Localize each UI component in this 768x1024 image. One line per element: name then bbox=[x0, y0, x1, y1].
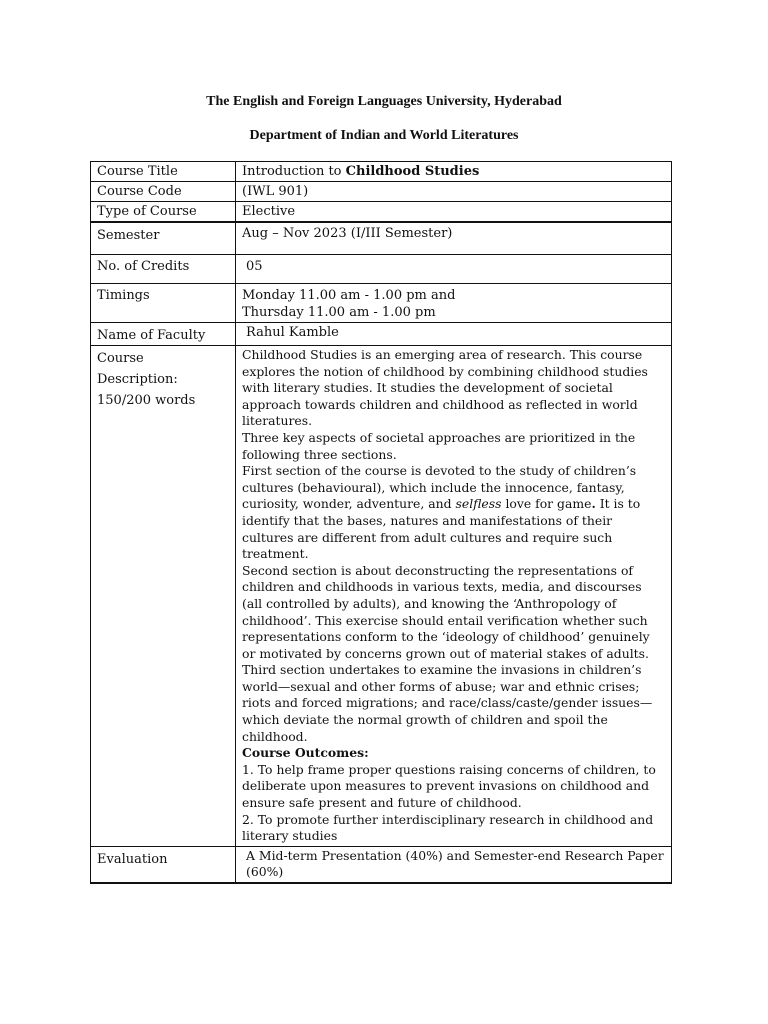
credits-value: 05 bbox=[236, 255, 672, 284]
description-paragraph: Second section is about deconstructing the representations of children and childhoods in various texts, media, and discourses (all controlled by adults), and knowing the ‘Anthropology of childhood’. This exercise should entail verification whether such representations conform to the ‘ideology of childhood’ genuinely or motivated by concerns grown out of material stakes of adults. bbox=[242, 562, 650, 661]
evaluation-value: A Mid-term Presentation (40%) and Semester-end Research Paper (60%) bbox=[236, 846, 672, 883]
description-paragraph: Three key aspects of societal approaches are prioritized in the following three sections. bbox=[242, 429, 636, 462]
description-label-line-1: Course bbox=[97, 351, 144, 366]
semester-label: Semester bbox=[91, 222, 236, 255]
table-row bbox=[91, 182, 672, 202]
description-bold: . bbox=[591, 496, 596, 512]
outcome-item: 1. To help frame proper questions raising concerns of children, to deliberate upon measures to prevent invasions on childhood and ensure safe present and future of childhood. bbox=[242, 761, 656, 811]
course-title-value bbox=[236, 162, 672, 182]
description-label-line-2: Description: bbox=[97, 372, 178, 387]
outcomes-heading-text: Course Outcomes: bbox=[242, 745, 369, 761]
description-label-line-3: 150/200 words bbox=[97, 393, 196, 408]
table-row bbox=[91, 346, 672, 847]
table-row bbox=[91, 846, 672, 883]
course-description bbox=[236, 346, 672, 847]
table-row bbox=[91, 222, 672, 255]
timings-line-2: Thursday 11.00 am - 1.00 pm bbox=[242, 305, 436, 320]
outcome-item: 2. To promote further interdisciplinary research in childhood and literary studies bbox=[242, 811, 654, 844]
description-paragraph: Third section undertakes to examine the invasions in children’s world—sexual and other forms of abuse; war and ethnic crises; riots and forced migrations; and race/class/caste/gender issues—which deviate the normal growth of children and spoil the childhood. bbox=[242, 662, 653, 744]
table-row bbox=[91, 255, 672, 284]
course-title-prefix: Introduction to bbox=[242, 164, 346, 179]
outcomes-heading bbox=[242, 745, 665, 762]
description-paragraph: Childhood Studies is an emerging area of research. This course explores the notion of childhood by combining childhood studies with literary studies. It studies the development of societal approach towards children and childhood as reflected in world literatures. bbox=[242, 347, 648, 429]
course-table bbox=[90, 161, 672, 884]
description-text: love for game bbox=[501, 496, 592, 512]
table-row bbox=[91, 162, 672, 182]
table-row bbox=[91, 284, 672, 323]
course-title-bold: Childhood Studies bbox=[345, 164, 480, 179]
description-label bbox=[91, 346, 236, 847]
table-row bbox=[91, 323, 672, 346]
description-paragraph bbox=[242, 463, 665, 563]
credits-label: No. of Credits bbox=[91, 255, 236, 284]
semester-value: Aug – Nov 2023 (I/III Semester) bbox=[236, 222, 672, 255]
course-type-value: Elective bbox=[236, 202, 672, 223]
timings-value bbox=[236, 284, 672, 323]
timings-label: Timings bbox=[91, 284, 236, 323]
department-title: Department of Indian and World Literatures bbox=[249, 128, 519, 143]
course-title-label: Course Title bbox=[91, 162, 236, 182]
university-title: The English and Foreign Languages University, Hyderabad bbox=[206, 94, 562, 109]
description-text: It is to identify that the bases, natures and manifestations of their cultures are different from adult cultures and require such treatment. bbox=[242, 496, 641, 562]
description-italic: selfless bbox=[455, 496, 502, 512]
timings-line-1: Monday 11.00 am - 1.00 pm and bbox=[242, 288, 456, 303]
course-code-label: Course Code bbox=[91, 182, 236, 202]
table-row bbox=[91, 202, 672, 223]
evaluation-label: Evaluation bbox=[91, 846, 236, 883]
description-text: First section of the course is devoted to the study of children’s cultures (behavioural), which include the innocence, fantasy, curiosity, wonder, adventure, and bbox=[242, 463, 637, 512]
faculty-label: Name of Faculty bbox=[91, 323, 236, 346]
course-code-value: (IWL 901) bbox=[236, 182, 672, 202]
course-type-label: Type of Course bbox=[91, 202, 236, 223]
faculty-value: Rahul Kamble bbox=[236, 323, 672, 346]
